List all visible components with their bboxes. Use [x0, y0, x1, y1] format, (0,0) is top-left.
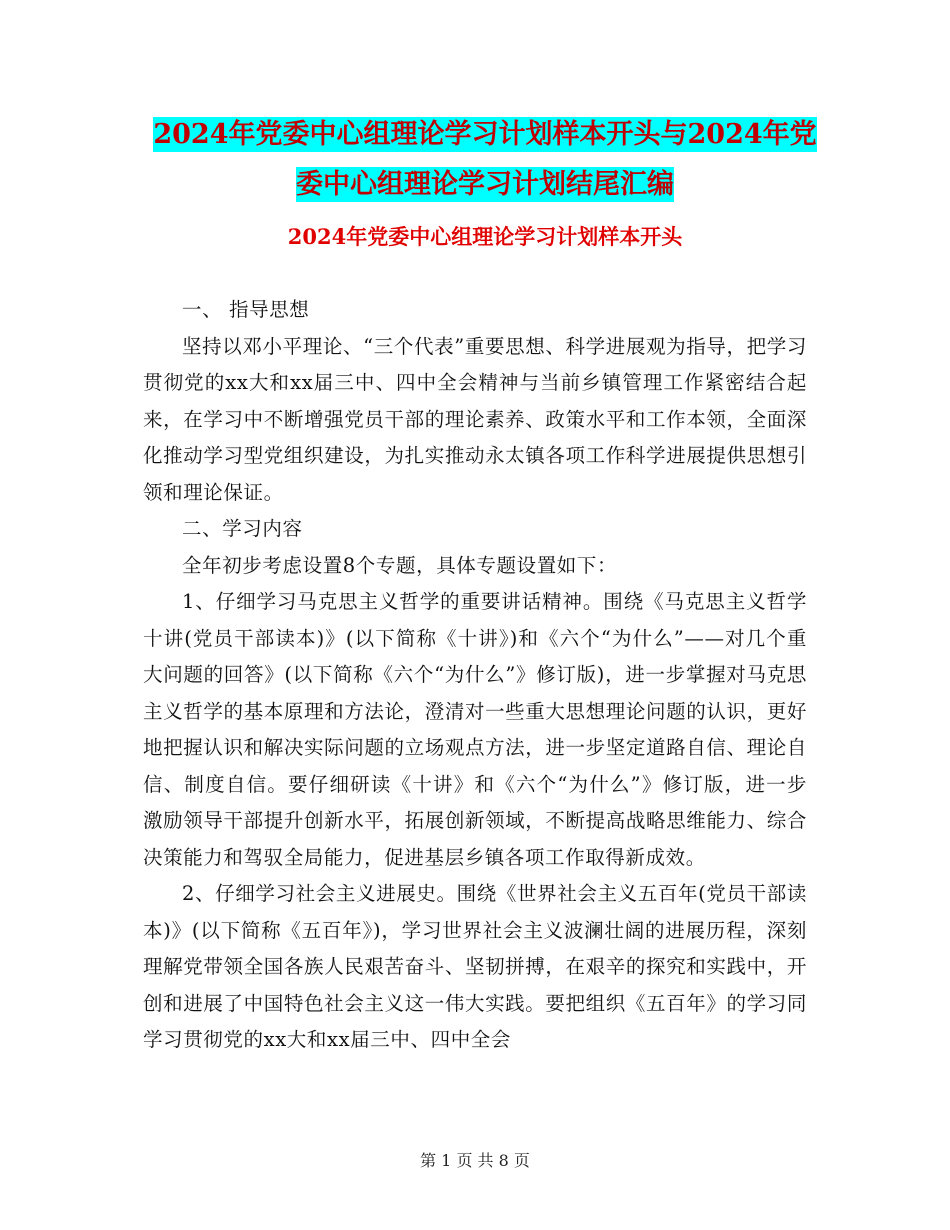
document-title-line1: 2024年党委中心组理论学习计划样本开头与2024年党 — [153, 119, 817, 150]
page-footer: 第 1 页 共 8 页 — [420, 1151, 530, 1170]
heading-study-content: 二、学习内容 — [182, 517, 303, 540]
section-title: 2024年党委中心组理论学习计划样本开头 — [287, 224, 683, 249]
paragraph-topic-1: 1、仔细学习马克思主义哲学的重要讲话精神。围绕《马克思主义哲学十讲(党员干部读本)》(以下简称《十讲》)和《六个“为什么”——对几个重大问题的回答》(以下简称《六个“为什么”》修订版)，进一步掌握对马克思主义哲学的基本原理和方法论，澄清对一些重大思想理论问题的认识，更好地把握认识和解决实际问题的立场观点方法，进一步坚定道路自信、理论自信、制度自信。要仔细研读《十讲》和《六个“为什么”》修订版，进一步激励领导干部提升创新水平，拓展创新领域，不断提高战略思维能力、综合决策能力和驾驭全局能力，促进基层乡镇各项工作取得新成效。 — [143, 590, 807, 869]
document-title — [140, 110, 830, 210]
heading-guiding-thought: 一、 指导思想 — [182, 298, 310, 321]
paragraph-topics-intro: 全年初步考虑设置8个专题，具体专题设置如下： — [182, 553, 618, 577]
document-title-line2: 委中心组理论学习计划结尾汇编 — [296, 169, 674, 200]
document-body — [143, 292, 807, 1059]
paragraph-guiding-thought: 坚持以邓小平理论、“三个代表”重要思想、科学进展观为指导，把学习贯彻党的xx大和xx届三中、四中全会精神与当前乡镇管理工作紧密结合起来，在学习中不断增强党员干部的理论素养、政策水平和工作本领，全面深化推动学习型党组织建设，为扎实推动永太镇各项工作科学进展提供思想引领和理论保证。 — [143, 334, 807, 504]
paragraph-topic-2: 2、仔细学习社会主义进展史。围绕《世界社会主义五百年(党员干部读本)》(以下简称《五百年》)，学习世界社会主义波澜壮阔的进展历程，深刻理解党带领全国各族人民艰苦奋斗、坚韧拼搏，在艰辛的探究和实践中，开创和进展了中国特色社会主义这一伟大实践。要把组织《五百年》的学习同学习贯彻党的xx大和xx届三中、四中全会 — [143, 882, 807, 1051]
